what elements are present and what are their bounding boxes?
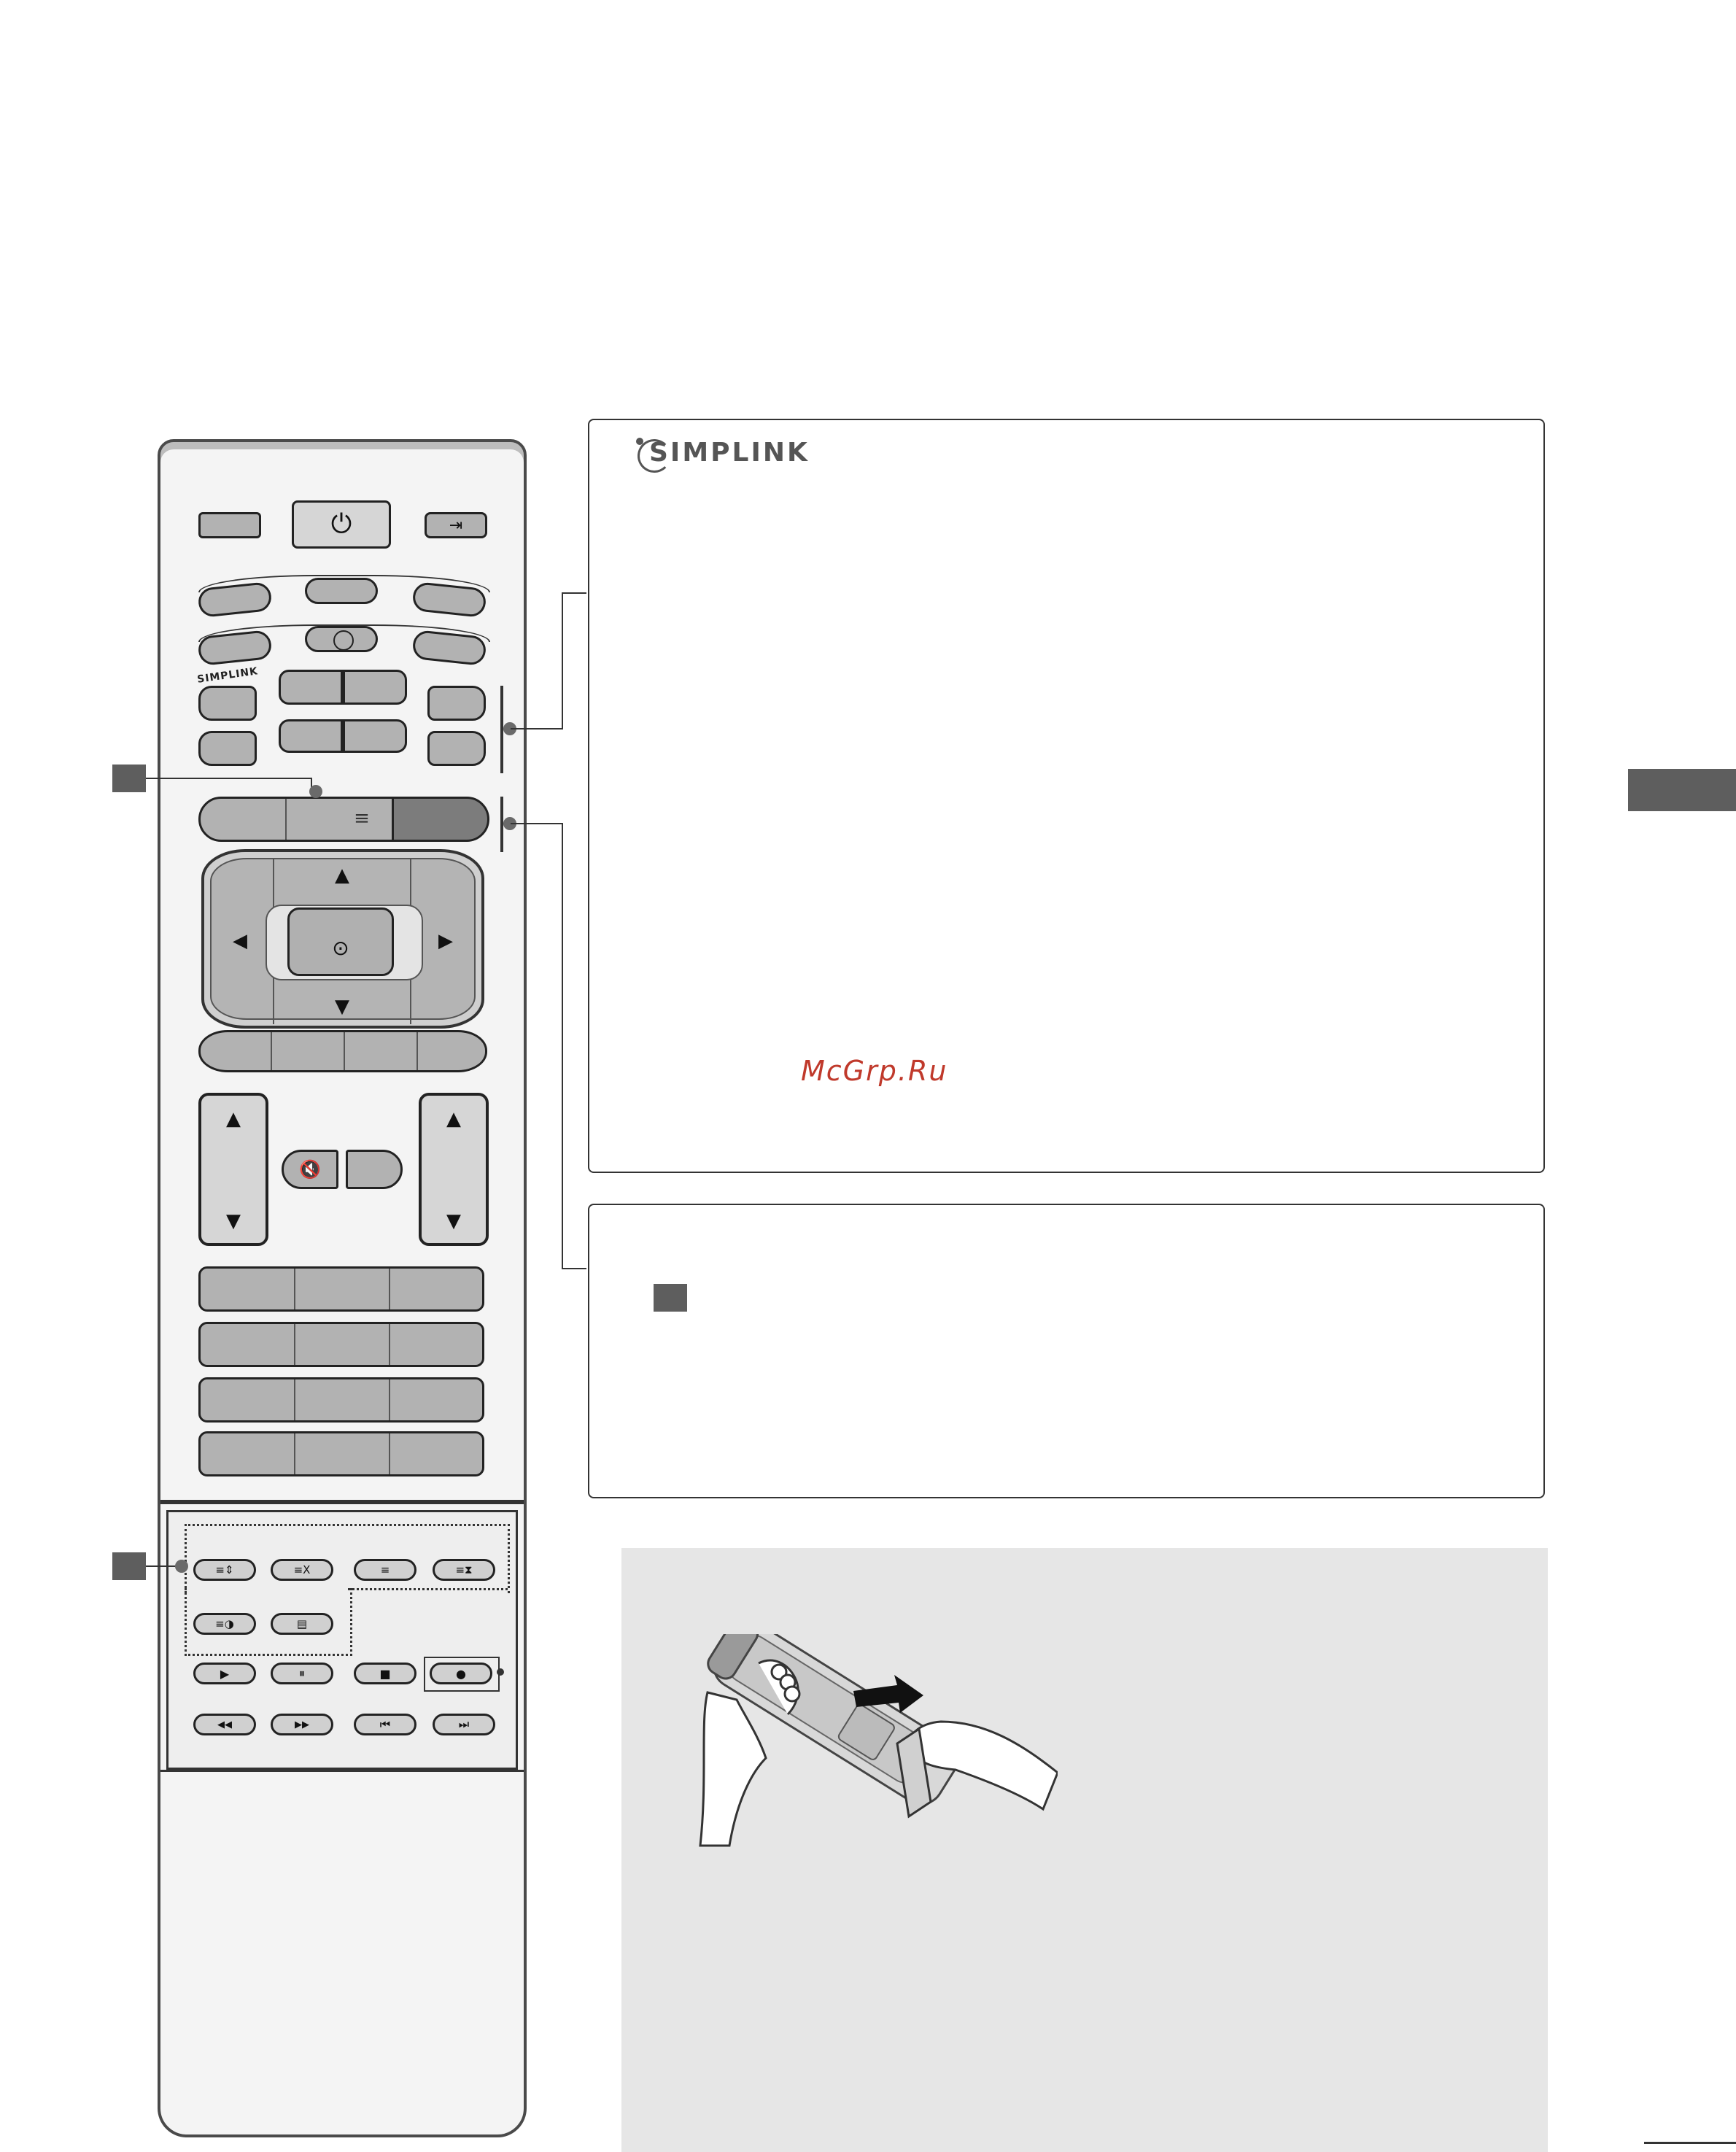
up-arrow-icon[interactable]: ▲: [335, 864, 349, 886]
info-box-marker: [654, 1284, 687, 1312]
number-row-1: [198, 1266, 484, 1312]
mute-icon: 🔇: [299, 1159, 321, 1180]
power-icon: ⏻: [330, 509, 352, 539]
teletext-button-6[interactable]: ▤: [271, 1613, 333, 1635]
menu-button[interactable]: [283, 800, 353, 839]
callout-marker-bottom: [112, 1552, 146, 1580]
lower-panel: [160, 1500, 524, 1504]
volume-down-icon: ▼: [226, 1210, 241, 1232]
stop-button[interactable]: [354, 1663, 416, 1684]
record-icon: ●: [456, 1666, 466, 1681]
section-tab: [1628, 769, 1736, 811]
pause-button[interactable]: [271, 1663, 333, 1684]
teletext-button-4[interactable]: ≡⧗: [433, 1559, 495, 1581]
skip-forward-icon: ⏭: [458, 1717, 470, 1731]
teletext-button-3[interactable]: ≡: [354, 1559, 416, 1581]
teletext-button-5[interactable]: ≡◑: [193, 1613, 256, 1635]
row4-center-left-button[interactable]: [279, 670, 343, 705]
right-arrow-icon[interactable]: ▶: [438, 930, 453, 952]
page-footer-rule: [1644, 2142, 1736, 2144]
row5-left-button[interactable]: [198, 731, 257, 766]
fast-forward-button[interactable]: [271, 1714, 333, 1735]
power-button[interactable]: [292, 500, 391, 549]
leader-line: [146, 778, 312, 779]
callout-marker-top: [112, 765, 146, 792]
fast-forward-icon: ▶▶: [295, 1719, 309, 1730]
rewind-icon: ◀◀: [217, 1719, 232, 1730]
play-icon: ▶: [220, 1666, 230, 1681]
rewind-button[interactable]: [193, 1714, 256, 1735]
number-row-3: [198, 1377, 484, 1423]
remote-simplink-label: SIMPLINK: [196, 665, 259, 686]
leader-dot: [175, 1560, 188, 1573]
play-button[interactable]: [193, 1663, 256, 1684]
teletext-button-2[interactable]: ≡X: [271, 1559, 333, 1581]
skip-back-button[interactable]: [354, 1714, 416, 1735]
record-button[interactable]: [430, 1663, 492, 1684]
teletext-button-1[interactable]: ≡⇕: [193, 1559, 256, 1581]
row3-center-button[interactable]: [305, 626, 378, 652]
simplink-info-box: [588, 419, 1545, 1173]
simplink-logo: SIMPLINK: [649, 438, 810, 468]
volume-rocker[interactable]: [198, 1093, 268, 1246]
ok-button[interactable]: [287, 907, 394, 976]
ok-icon: ⊙: [332, 935, 349, 960]
menu-icon: ≡: [354, 808, 370, 829]
teletext-info-box: [588, 1204, 1545, 1498]
channel-down-icon: ▼: [446, 1210, 461, 1232]
row5-right-button[interactable]: [427, 731, 486, 766]
channel-up-icon: ▲: [446, 1108, 461, 1130]
playback-panel: [166, 1510, 518, 1770]
q-view-button[interactable]: [346, 1150, 403, 1189]
circle-icon: [333, 630, 354, 651]
row4-right-button[interactable]: [427, 686, 486, 721]
input-button[interactable]: [425, 512, 487, 538]
left-arrow-icon[interactable]: ◀: [233, 930, 247, 952]
mute-button[interactable]: [282, 1150, 338, 1189]
stop-icon: ■: [379, 1666, 391, 1681]
row2-center-button[interactable]: [305, 578, 378, 604]
number-row-2: [198, 1322, 484, 1367]
watermark: McGrp.Ru: [801, 1055, 948, 1087]
remote-control: [158, 439, 527, 2137]
row5-center-right-button[interactable]: [343, 719, 407, 753]
battery-installation-illustration: [678, 1634, 1058, 1853]
row5-center-left-button[interactable]: [279, 719, 343, 753]
panel-divider: [160, 1770, 524, 1772]
tv-mode-button[interactable]: [198, 512, 261, 538]
number-row-4: [198, 1431, 484, 1476]
leader-dot: [309, 785, 322, 798]
channel-rocker[interactable]: [419, 1093, 489, 1246]
nav-pad: [201, 849, 484, 1029]
volume-up-icon: ▲: [226, 1108, 241, 1130]
input-icon: ⇥: [449, 516, 463, 535]
down-arrow-icon[interactable]: ▼: [335, 996, 349, 1018]
row4-center-right-button[interactable]: [343, 670, 407, 705]
skip-forward-button[interactable]: [433, 1714, 495, 1735]
simplink-button[interactable]: [198, 686, 257, 721]
exit-button[interactable]: [392, 797, 489, 842]
skip-back-icon: ⏮: [379, 1717, 391, 1731]
function-strip: [198, 1030, 487, 1072]
pause-icon: ⏸: [298, 1666, 305, 1680]
